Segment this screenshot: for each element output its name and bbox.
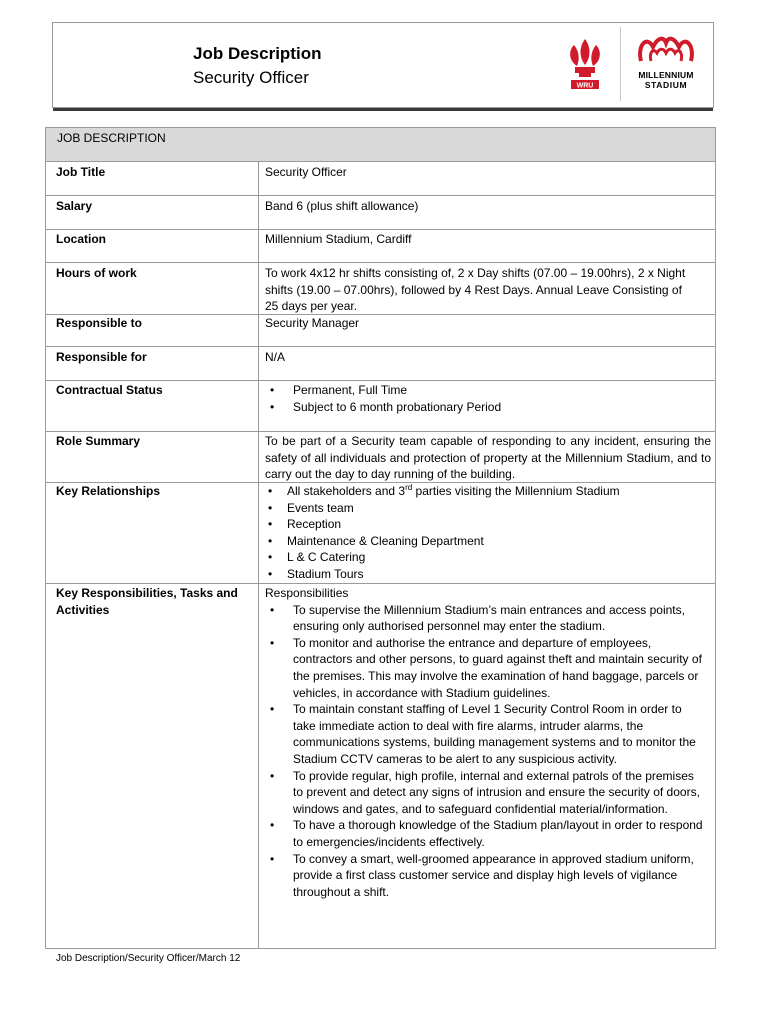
key-relationships-list [265,483,711,583]
list-item: • Permanent, Full Time [265,382,711,399]
page-footer: Job Description/Security Officer/March 12 [56,953,241,964]
document-header [52,22,714,108]
row-divider [46,195,715,196]
ordinal-suffix: rd [405,483,413,492]
list-item: • Reception [265,516,711,533]
list-item: • To supervise the Millennium Stadium’s main entrances and access points, ensuring only authorised personnel may enter the stadium. [265,602,705,635]
logo-text-millennium: MILLENNIUM [638,70,694,80]
list-item: • To convey a smart, well-groomed appearance in approved stadium uniform, provide a first class customer service and display high levels of vigilance throughout a shift. [265,851,705,901]
list-item: • Maintenance & Cleaning Department [265,533,711,550]
wru-feathers-logo [565,33,605,97]
list-item: • To provide regular, high profile, internal and external patrols of the premises to prevent and detect any signs of intrusion and ensure the security of doors, windows and gates, and to safeguard confidential material/information. [265,768,705,818]
row-divider [46,229,715,230]
row-divider [46,346,715,347]
responsibilities-list [265,602,705,901]
logo-text-stadium: STADIUM [644,80,688,90]
stadium-arches-icon [633,31,699,65]
millennium-stadium-logo [629,31,703,101]
salary-value: Band 6 (plus shift allowance) [265,199,419,213]
row-divider [46,583,715,584]
job-description-table [45,127,716,949]
location-label: Location [56,232,106,246]
row-divider [46,431,715,432]
row-divider [46,380,715,381]
hours-label: Hours of work [56,266,137,280]
section-heading-text: JOB DESCRIPTION [57,131,166,145]
job-title-value: Security Officer [265,165,347,179]
document-subtitle: Security Officer [193,68,309,87]
list-item: • Events team [265,500,711,517]
location-value: Millennium Stadium, Cardiff [265,232,412,246]
key-responsibilities-value [265,585,705,900]
job-title-label: Job Title [56,165,106,179]
logo-divider [620,27,621,101]
list-item: • L & C Catering [265,549,711,566]
key-responsibilities-label [56,585,251,618]
responsibilities-heading: Responsibilities [265,586,349,600]
list-item: • To monitor and authorise the entrance and departure of employees, contractors and other persons, to guard against theft and maintain security of the premises. This may involve the examination of hand baggage, parcels or vehicles, in accordance with Stadium guidelines. [265,635,705,701]
role-summary-value: To be part of a Security team capable of responding to any incident, ensuring the safety of all individuals and protection of property at the Millennium Stadium, and to carry out the day to day running of the building. [265,434,711,482]
list-item: • Stadium Tours [265,566,711,583]
role-summary-label: Role Summary [56,434,141,448]
document-title: Job Description [193,44,322,63]
responsible-for-value: N/A [265,350,286,364]
row-divider [46,262,715,263]
svg-text:WRU: WRU [576,82,594,90]
label-line: Key Responsibilities, Tasks and [56,586,238,600]
label-line: Activities [56,602,110,617]
responsible-to-value: Security Manager [265,316,360,330]
contractual-status-list [265,382,711,415]
section-heading [46,128,715,162]
list-item: • To have a thorough knowledge of the Stadium plan/layout in order to respond to emergencies/incidents effectively. [265,817,705,850]
list-item [265,483,711,500]
salary-label: Salary [56,199,93,213]
list-item: • Subject to 6 month probationary Period [265,399,711,416]
list-item-text: parties visiting the Millennium Stadium [412,484,620,498]
responsible-for-label: Responsible for [56,350,147,364]
list-item: • To maintain constant staffing of Level 1 Security Control Room in order to take immediate action to deal with fire alarms, intruder alarms, the communications systems, building management systems and to monitor the Stadium CCTV cameras to be alert to any suspicious activity. [265,701,705,767]
responsible-to-label: Responsible to [56,316,143,330]
list-item-text: All stakeholders and 3 [287,484,406,498]
contractual-status-label: Contractual Status [56,383,163,397]
key-relationships-label: Key Relationships [56,484,161,498]
hours-value: To work 4x12 hr shifts consisting of, 2 x Day shifts (07.00 – 19.00hrs), 2 x Night shifts (19.00 – 07.00hrs), followed by 4 Rest Days. Annual Leave Consisting of 25 days per year. [265,266,686,314]
column-divider [258,162,259,948]
